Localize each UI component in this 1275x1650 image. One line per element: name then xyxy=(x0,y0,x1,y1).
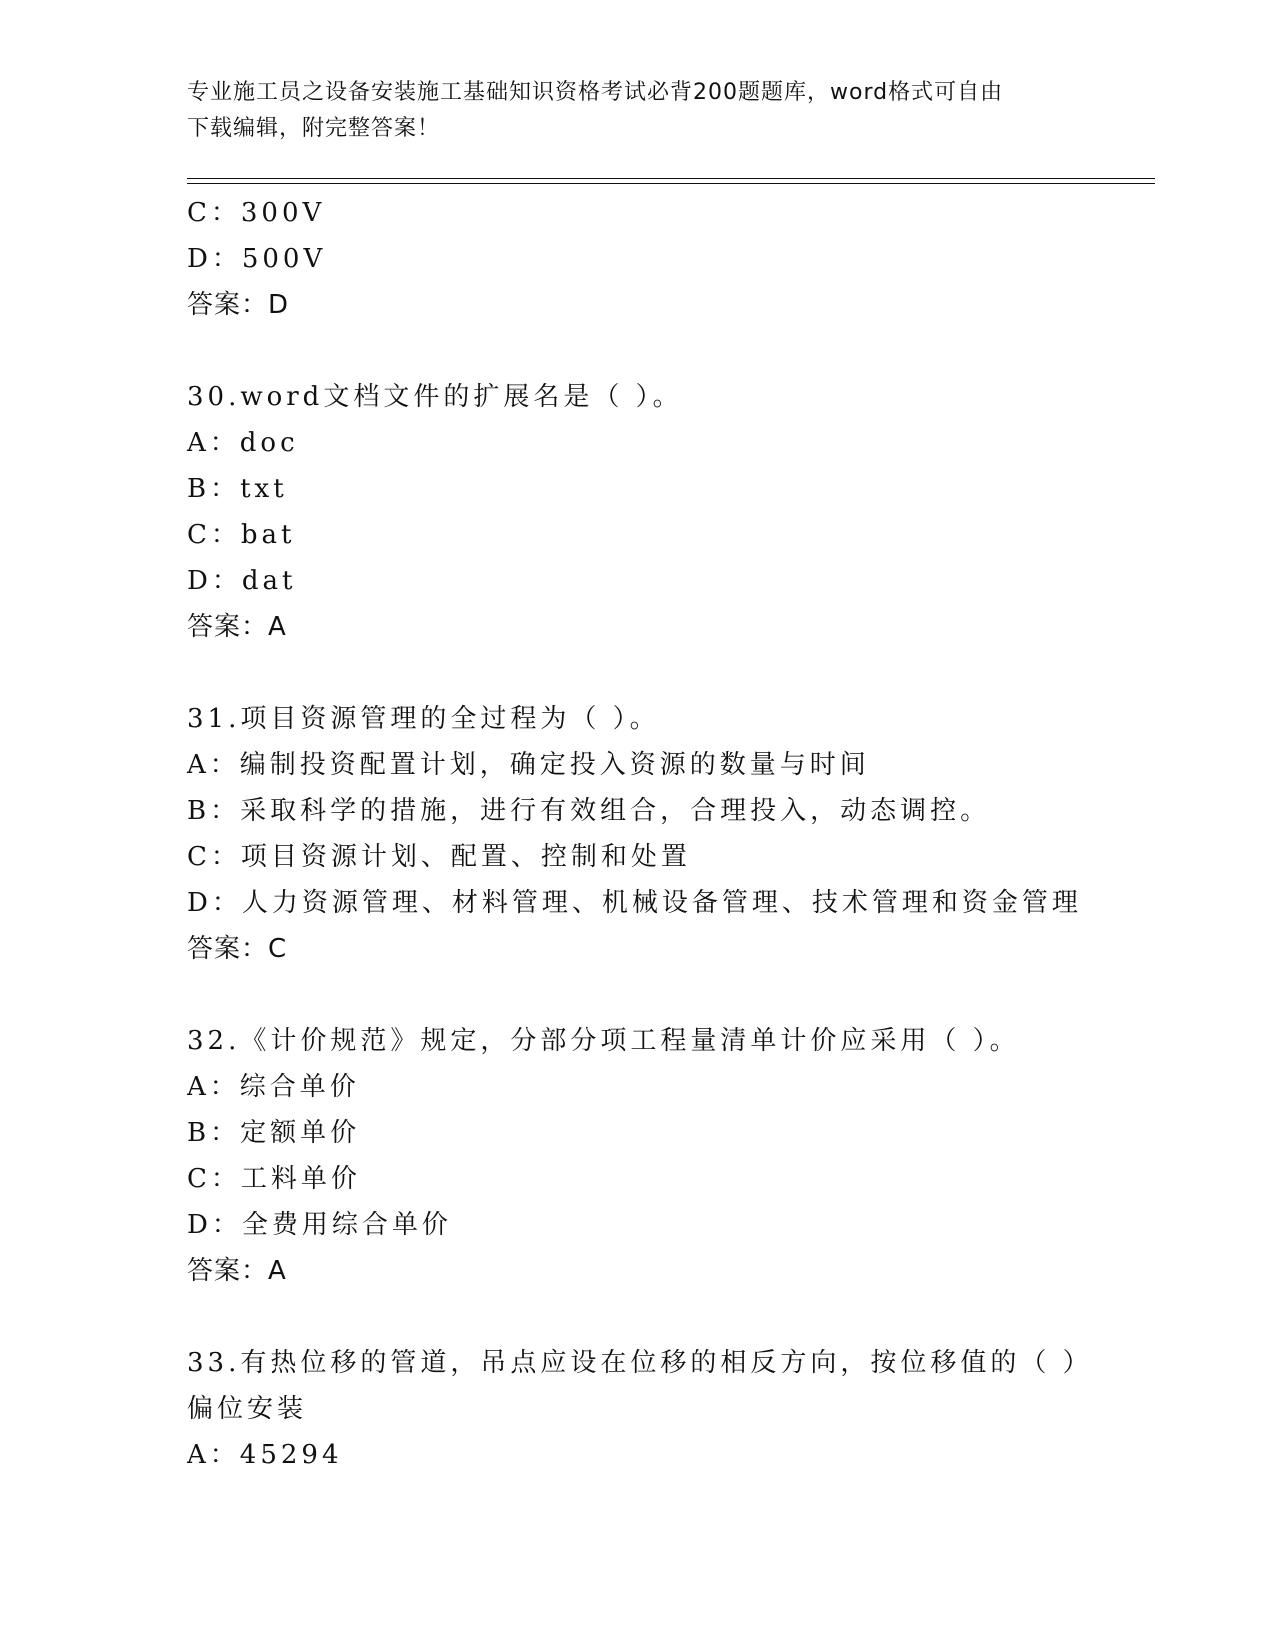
header-divider-top xyxy=(187,178,1155,179)
question-block-32 xyxy=(187,1018,1147,1294)
option-d: D：500V xyxy=(187,244,327,274)
option-c: C：项目资源计划、配置、控制和处置 xyxy=(187,842,691,872)
header-title-line-1: 专业施工员之设备安装施工基础知识资格考试必背200题题库，word格式可自由 xyxy=(187,80,1004,105)
question-block-29 xyxy=(187,190,1147,328)
option-a: A：45294 xyxy=(187,1440,343,1470)
answer-line: 答案：A xyxy=(187,1256,287,1286)
page-header xyxy=(187,75,1087,147)
spacer xyxy=(187,1294,1147,1340)
answer-line: 答案：D xyxy=(187,290,290,320)
header-title-line-2: 下载编辑，附完整答案！ xyxy=(187,116,441,141)
option-c: C：300V xyxy=(187,198,326,228)
question-block-31 xyxy=(187,696,1147,972)
option-d: D：dat xyxy=(187,566,297,596)
question-stem: 31.项目资源管理的全过程为（ ）。 xyxy=(187,704,660,734)
option-a: A：编制投资配置计划，确定投入资源的数量与时间 xyxy=(187,750,870,780)
answer-line: 答案：A xyxy=(187,612,287,642)
option-c: C：bat xyxy=(187,520,296,550)
header-divider-bottom xyxy=(187,183,1155,184)
option-b: B：txt xyxy=(187,474,288,504)
question-stem: 30.word文档文件的扩展名是（ ）。 xyxy=(187,382,683,412)
answer-line: 答案：C xyxy=(187,934,288,964)
question-stem: 32.《计价规范》规定，分部分项工程量清单计价应采用（ ）。 xyxy=(187,1026,1020,1056)
spacer xyxy=(187,972,1147,1018)
question-stem-continued: 偏位安装 xyxy=(187,1394,308,1424)
option-b: B：采取科学的措施，进行有效组合，合理投入，动态调控。 xyxy=(187,796,991,826)
option-b: B：定额单价 xyxy=(187,1118,361,1148)
option-a: A：doc xyxy=(187,428,299,458)
question-stem: 33.有热位移的管道，吊点应设在位移的相反方向，按位移值的（ ） xyxy=(187,1348,1093,1378)
question-block-30 xyxy=(187,374,1147,650)
option-c: C：工料单价 xyxy=(187,1164,361,1194)
spacer xyxy=(187,328,1147,374)
option-d: D：全费用综合单价 xyxy=(187,1210,452,1240)
question-block-33 xyxy=(187,1340,1147,1478)
question-list xyxy=(187,190,1147,1478)
option-d: D：人力资源管理、材料管理、机械设备管理、技术管理和资金管理 xyxy=(187,888,1082,918)
option-a: A：综合单价 xyxy=(187,1072,360,1102)
spacer xyxy=(187,650,1147,696)
